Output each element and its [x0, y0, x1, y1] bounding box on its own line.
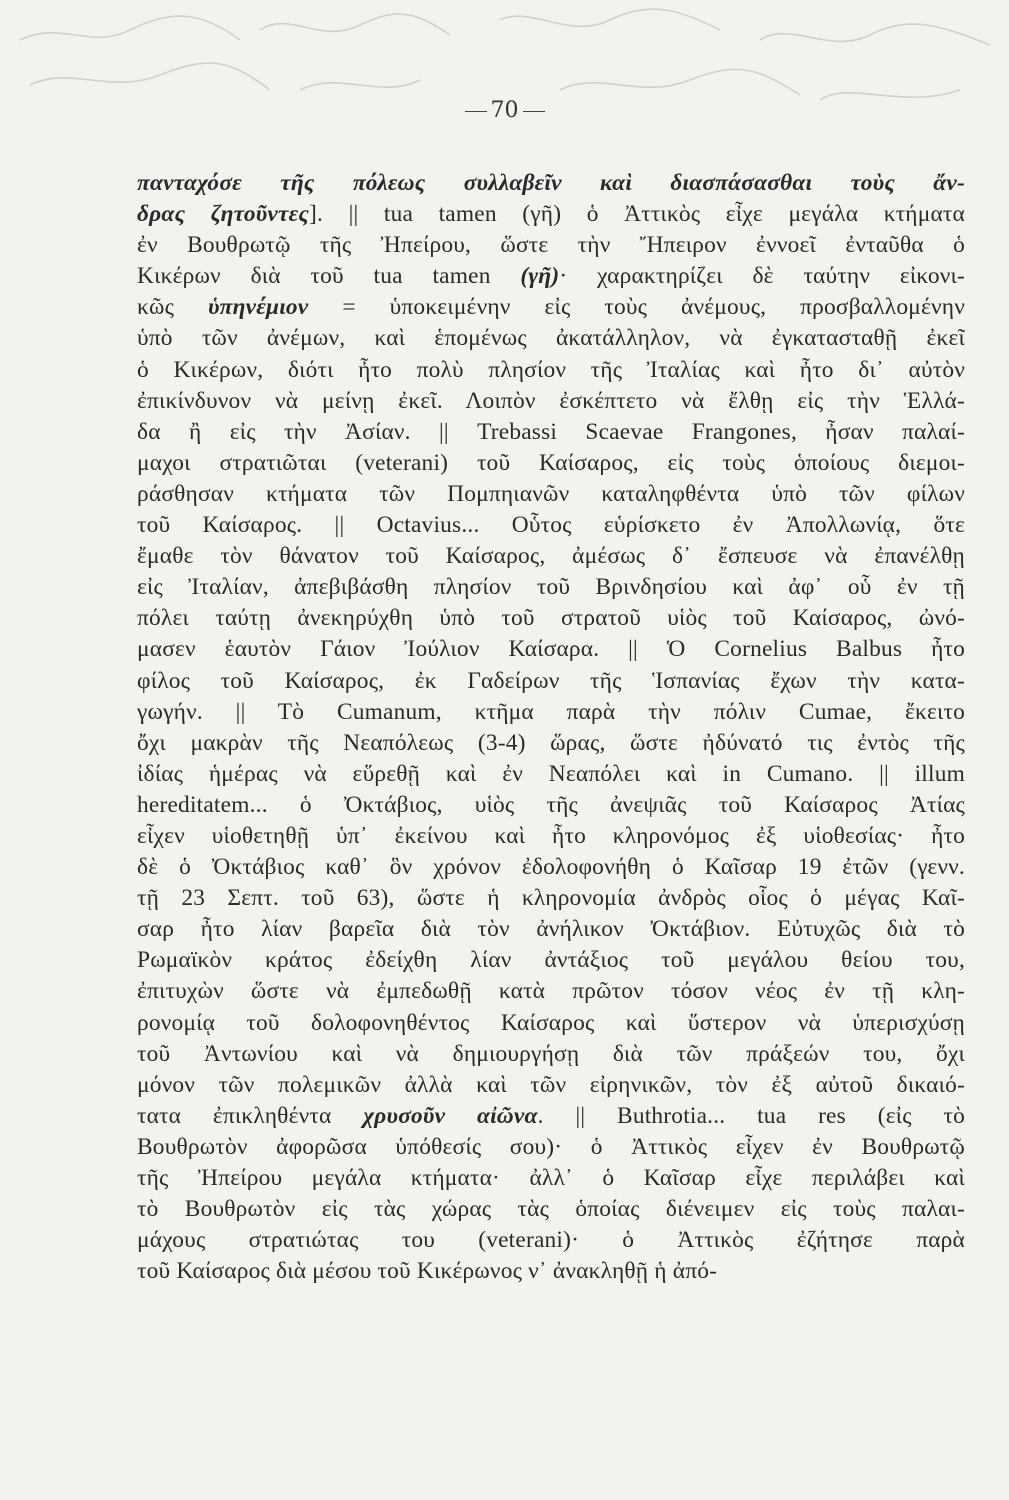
text-line	[137, 821, 965, 852]
text-segment: γωγήν. || Τὸ Cumanum, κτῆμα παρὰ τὴν πόλιν Cumae, ἔκειτο	[137, 698, 965, 725]
text-segment: τῇ 23 Σεπτ. τοῦ 63), ὥστε ἡ κληρονομία ἀνδρὸς οἷος ὁ μέγας Καῖ-	[137, 885, 965, 912]
text-line	[137, 852, 965, 883]
text-segment: τατα ἐπικληθέντα	[137, 1102, 364, 1129]
text-segment: ἰδίας ἡμέρας νὰ εὕρεθῇ καὶ ἐν Νεαπόλει καὶ in Cumano. || illum	[137, 760, 965, 787]
text-line	[137, 945, 965, 976]
text-segment: πόλει ταύτῃ ἀνεκηρύχθη ὑπὸ τοῦ στρατοῦ υἱὸς τοῦ Καίσαρος, ὠνό-	[137, 605, 965, 632]
page-number: 70	[0, 98, 1009, 123]
text-segment: ἐν Βουθρωτῷ τῆς Ἠπείρου, ὥστε τὴν Ἤπειρον ἐννοεῖ ἐνταῦθα ὁ	[137, 232, 965, 259]
text-line	[137, 1070, 965, 1101]
text-segment: hereditatem... ὁ Ὀκτάβιος, υἱὸς τῆς ἀνεψιᾶς τοῦ Καίσαρος Ἀτίας	[137, 791, 965, 818]
text-segment: τοῦ Ἀντωνίου καὶ νὰ δημιουργήσῃ διὰ τῶν πράξεών του, ὄχι	[137, 1040, 965, 1067]
text-line	[137, 168, 965, 199]
text-line	[137, 1225, 965, 1256]
text-segment: μόνον τῶν πολεμικῶν ἀλλὰ καὶ τῶν εἰρηνικῶν, τὸν ἐξ αὐτοῦ δικαιό-	[137, 1071, 965, 1098]
text-line	[137, 417, 965, 448]
emphasized-text: ὑπηνέμιον	[207, 294, 309, 321]
text-segment: ὄχι μακρὰν τῆς Νεαπόλεως (3-4) ὥρας, ὥστε ἠδύνατό τις ἐντὸς τῆς	[137, 729, 965, 756]
text-segment: ράσθησαν κτήματα τῶν Πομπηιανῶν καταληφθέντα ὑπὸ τῶν φίλων	[137, 480, 965, 507]
text-line	[137, 479, 965, 510]
text-line	[137, 355, 965, 386]
text-line	[137, 728, 965, 759]
text-segment: ]. || tua tamen (γῆ) ὁ Ἀττικὸς εἶχε μεγάλα κτήματα	[309, 201, 965, 228]
text-segment: μασεν ἑαυτὸν Γάιον Ἰούλιον Καίσαρα. || Ὁ Cornelius Balbus ἦτο	[137, 636, 965, 663]
text-line	[137, 976, 965, 1007]
text-segment: δα ἢ εἰς τὴν Ἀσίαν. || Trebassi Scaevae Frangones, ἦσαν παλαί-	[137, 418, 965, 445]
text-line	[137, 759, 965, 790]
text-line	[137, 230, 965, 261]
text-segment: εἶχεν υἱοθετηθῇ ὑπ᾽ ἐκείνου καὶ ἦτο κληρονόμος ἐξ υἱοθεσίας· ἦτο	[137, 822, 965, 849]
text-segment: μάχους στρατιώτας του (veterani)· ὁ Ἀττικὸς ἐζήτησε παρὰ	[137, 1227, 965, 1254]
emphasized-text: (γῆ)	[520, 263, 560, 290]
text-line	[137, 1039, 965, 1070]
text-segment: κῶς	[137, 294, 208, 321]
text-segment: Βουθρωτὸν ἀφορῶσα ὑπόθεσίς σου)· ὁ Ἀττικὸς εἶχεν ἐν Βουθρωτῷ	[137, 1133, 965, 1160]
text-line	[137, 790, 965, 821]
text-line	[137, 448, 965, 479]
emphasized-text: δρας ζητοῦντες	[137, 201, 310, 228]
text-line	[137, 1194, 965, 1225]
text-segment: εἰς Ἰταλίαν, ἀπεβιβάσθη πλησίον τοῦ Βρινδησίου καὶ ἀφ᾽ οὗ ἐν τῇ	[137, 574, 965, 601]
text-segment: ὑπὸ τῶν ἀνέμων, καὶ ἑπομένως ἀκατάλληλον, νὰ ἐγκατασταθῇ ἐκεῖ	[137, 325, 965, 352]
text-segment: = ὑποκειμένην εἰς τοὺς ἀνέμους, προσβαλλομένην	[308, 294, 965, 321]
text-segment: σαρ ἦτο λίαν βαρεῖα διὰ τὸν ἀνήλικον Ὀκτάβιον. Εὐτυχῶς διὰ τὸ	[137, 916, 965, 943]
emphasized-text: πανταχόσε τῆς πόλεως συλλαβεῖν καὶ διασπάσασθαι τοὺς ἄν-	[137, 170, 965, 196]
text-segment: τὸ Βουθρωτὸν εἰς τὰς χώρας τὰς ὁποίας διένειμεν εἰς τοὺς παλαι-	[137, 1196, 965, 1223]
text-segment: ἐπικίνδυνον νὰ μείνῃ ἐκεῖ. Λοιπὸν ἐσκέπτετο νὰ ἔλθῃ εἰς τὴν Ἑλλά-	[137, 387, 965, 414]
page-body-text	[137, 168, 965, 1287]
text-line	[137, 510, 965, 541]
text-line	[137, 323, 965, 354]
text-line	[137, 199, 965, 230]
text-line	[137, 1163, 965, 1194]
text-line	[137, 603, 965, 634]
text-line	[137, 1101, 965, 1132]
text-segment: ἔμαθε τὸν θάνατον τοῦ Καίσαρος, ἀμέσως δ᾽ ἔσπευσε νὰ ἐπανέλθῃ	[137, 543, 965, 570]
text-line	[137, 292, 965, 323]
text-segment: . || Buthrotia... tua res (εἰς τὸ	[537, 1102, 965, 1129]
text-line	[137, 541, 965, 572]
text-segment: Κικέρων διὰ τοῦ tua tamen	[137, 263, 521, 290]
text-segment: τῆς Ἠπείρου μεγάλα κτήματα· ἀλλ᾽ ὁ Καῖσαρ εἶχε περιλάβει καὶ	[137, 1165, 965, 1191]
text-line	[137, 572, 965, 603]
text-segment: · χαρακτηρίζει δὲ ταύτην εἰκονι-	[559, 263, 965, 290]
text-segment: τοῦ Καίσαρος. || Octavius... Οὗτος εὑρίσκετο ἐν Ἀπολλωνίᾳ, ὅτε	[137, 512, 965, 539]
text-segment: ρονομίᾳ τοῦ δολοφονηθέντος Καίσαρος καὶ ὕστερον νὰ ὑπερισχύσῃ	[137, 1009, 965, 1036]
text-line	[137, 634, 965, 665]
text-line	[137, 883, 965, 914]
emphasized-text: χρυσοῦν αἰῶνα	[363, 1102, 538, 1129]
text-line	[137, 1132, 965, 1163]
text-line	[137, 261, 965, 292]
text-segment: Ρωμαϊκὸν κράτος ἐδείχθη λίαν ἀντάξιος τοῦ μεγάλου θείου του,	[137, 947, 965, 974]
text-segment: φίλος τοῦ Καίσαρος, ἐκ Γαδείρων τῆς Ἱσπανίας ἔχων τὴν κατα-	[137, 667, 965, 694]
text-segment: ὁ Κικέρων, διότι ἦτο πολὺ πλησίον τῆς Ἰταλίας καὶ ἦτο δι᾽ αὐτὸν	[137, 356, 965, 383]
text-line	[137, 1256, 965, 1287]
text-segment: μαχοι στρατιῶται (veterani) τοῦ Καίσαρος, εἰς τοὺς ὁποίους διεμοι-	[137, 449, 965, 476]
text-line	[137, 914, 965, 945]
text-segment: τοῦ Καίσαρος διὰ μέσου τοῦ Κικέρωνος ν᾽ ἀνακληθῇ ἡ ἀπό-	[137, 1258, 718, 1285]
text-line	[137, 1008, 965, 1039]
text-segment: δὲ ὁ Ὀκτάβιος καθ᾽ ὃν χρόνον ἐδολοφονήθη ὁ Καῖσαρ 19 ἐτῶν (γενν.	[137, 854, 965, 881]
text-line	[137, 666, 965, 697]
text-segment: ἐπιτυχὼν ὥστε νὰ ἐμπεδωθῇ κατὰ πρῶτον τόσον νέος ἐν τῇ κλη-	[137, 978, 965, 1005]
text-line	[137, 386, 965, 417]
text-line	[137, 697, 965, 728]
